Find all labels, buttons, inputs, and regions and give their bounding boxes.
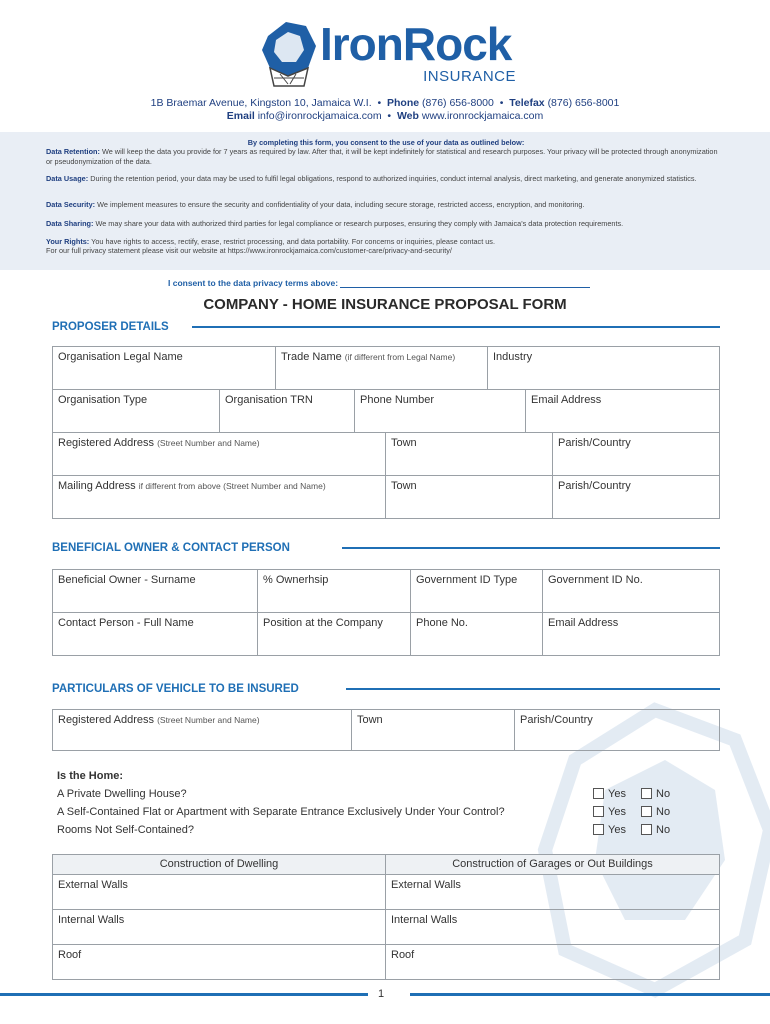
- field-org-type[interactable]: Organisation Type: [52, 389, 220, 433]
- field-phone-number[interactable]: Phone Number: [354, 389, 526, 433]
- yes-label: Yes: [608, 824, 626, 836]
- consent-signature-line[interactable]: [340, 279, 590, 288]
- home-question-heading: Is the Home:: [57, 770, 124, 782]
- no-checkbox-1[interactable]: [641, 788, 652, 799]
- construction-dwelling-header: Construction of Dwelling: [52, 854, 386, 875]
- field-dwelling-roof[interactable]: Roof: [52, 944, 386, 980]
- privacy-sharing: Data Sharing: We may share your data with authorized third parties for legal compliance or research purposes, ensuring they comply with Jamaica's data protection requirements.: [46, 219, 624, 228]
- section-title-vehicle: PARTICULARS OF VEHICLE TO BE INSURED: [52, 683, 299, 695]
- privacy-usage: Data Usage: During the retention period, your data may be used to fulfil legal obligations, respond to authorized inquiries, conduct internal analysis, direct marketing, and generate anonymized statistics.: [46, 174, 697, 183]
- section-title-beneficial: BENEFICIAL OWNER & CONTACT PERSON: [52, 542, 290, 554]
- yes-checkbox-3[interactable]: [593, 824, 604, 835]
- privacy-retention: Data Retention: We will keep the data you provide for 7 years as required by law. After that, it will be kept indefinitely for statistical and research purposes. Your privacy will be protected through anonymization or pseudonymization of the data.: [46, 147, 718, 166]
- contact-line-1: 1B Braemar Avenue, Kingston 10, Jamaica W.I. • Phone (876) 656-8000 • Telefax (876) 656-8001: [150, 97, 620, 109]
- section-rule: [192, 326, 720, 328]
- form-title: COMPANY - HOME INSURANCE PROPOSAL FORM: [203, 296, 567, 313]
- field-mailing-parish-country[interactable]: Parish/Country: [552, 475, 720, 519]
- field-vehicle-town[interactable]: Town: [351, 709, 515, 751]
- field-gov-id-type[interactable]: Government ID Type: [410, 569, 543, 613]
- question-rooms: Rooms Not Self-Contained?: [57, 824, 194, 836]
- field-registered-address[interactable]: Registered Address (Street Number and Name): [52, 432, 386, 476]
- privacy-notice: [0, 132, 770, 270]
- no-label: No: [656, 806, 671, 818]
- section-title-proposer: PROPOSER DETAILS: [52, 321, 169, 333]
- field-industry[interactable]: Industry: [487, 346, 720, 390]
- field-garage-external-walls[interactable]: External Walls: [385, 874, 720, 910]
- no-label: No: [656, 788, 671, 800]
- consent-field: [168, 278, 590, 288]
- privacy-statement-link[interactable]: For our full privacy statement please visit our website at https://www.ironrockjamaica.com/customer-care/privacy-and-security/: [46, 246, 452, 255]
- yes-checkbox-1[interactable]: [593, 788, 604, 799]
- privacy-intro: By completing this form, you consent to the use of your data as outlined below:: [247, 138, 525, 147]
- construction-garages-header: Construction of Garages or Out Buildings: [385, 854, 720, 875]
- field-ownership[interactable]: % Ownerhsip: [257, 569, 411, 613]
- ironrock-logo: [258, 16, 520, 92]
- page-number: 1: [378, 988, 385, 1000]
- yes-label: Yes: [608, 788, 626, 800]
- field-vehicle-parish[interactable]: Parish/Country: [514, 709, 720, 751]
- yes-checkbox-2[interactable]: [593, 806, 604, 817]
- field-town[interactable]: Town: [385, 432, 553, 476]
- question-private-dwelling: A Private Dwelling House?: [57, 788, 187, 800]
- field-dwelling-internal-walls[interactable]: Internal Walls: [52, 909, 386, 945]
- rock-mascot-icon: [258, 18, 320, 90]
- field-org-legal-name[interactable]: Organisation Legal Name: [52, 346, 276, 390]
- phone: (876) 656-8000: [422, 97, 494, 109]
- consent-label: I consent to the data privacy terms above:: [168, 278, 339, 288]
- field-garage-roof[interactable]: Roof: [385, 944, 720, 980]
- address: 1B Braemar Avenue, Kingston 10, Jamaica W.I.: [150, 97, 372, 109]
- field-beneficial-surname[interactable]: Beneficial Owner - Surname: [52, 569, 258, 613]
- field-gov-id-no[interactable]: Government ID No.: [542, 569, 720, 613]
- logo-subtitle: INSURANCE: [423, 68, 516, 85]
- no-label: No: [656, 824, 671, 836]
- contact-line-2: Email info@ironrockjamaica.com • Web www.ironrockjamaica.com: [226, 110, 544, 122]
- email-link[interactable]: info@ironrockjamaica.com: [257, 110, 382, 122]
- field-parish-country[interactable]: Parish/Country: [552, 432, 720, 476]
- no-checkbox-3[interactable]: [641, 824, 652, 835]
- section-rule: [346, 688, 720, 690]
- field-contact-full-name[interactable]: Contact Person - Full Name: [52, 612, 258, 656]
- field-org-trn[interactable]: Organisation TRN: [219, 389, 355, 433]
- logo-wordmark: IronRock: [320, 18, 512, 70]
- footer-rule-left: [0, 993, 368, 996]
- field-dwelling-external-walls[interactable]: External Walls: [52, 874, 386, 910]
- footer-rule-right: [410, 993, 770, 996]
- privacy-security: Data Security: We implement measures to ensure the security and confidentiality of your data, including secure storage, restricted access, encryption, and monitoring.: [46, 200, 585, 209]
- section-rule: [342, 547, 720, 549]
- field-mailing-address[interactable]: Mailing Address if different from above (Street Number and Name): [52, 475, 386, 519]
- field-email-address[interactable]: Email Address: [525, 389, 720, 433]
- no-checkbox-2[interactable]: [641, 806, 652, 817]
- yes-label: Yes: [608, 806, 626, 818]
- field-trade-name[interactable]: Trade Name (if different from Legal Name): [275, 346, 488, 390]
- field-position[interactable]: Position at the Company: [257, 612, 411, 656]
- telefax: (876) 656-8001: [547, 97, 620, 109]
- field-contact-phone[interactable]: Phone No.: [410, 612, 543, 656]
- field-vehicle-reg-address[interactable]: Registered Address (Street Number and Name): [52, 709, 352, 751]
- web-link[interactable]: www.ironrockjamaica.com: [421, 110, 544, 122]
- question-self-contained: A Self-Contained Flat or Apartment with Separate Entrance Exclusively Under Your Control?: [57, 806, 505, 818]
- field-mailing-town[interactable]: Town: [385, 475, 553, 519]
- field-garage-internal-walls[interactable]: Internal Walls: [385, 909, 720, 945]
- field-contact-email[interactable]: Email Address: [542, 612, 720, 656]
- privacy-rights: Your Rights: You have rights to access, rectify, erase, restrict processing, and data portability. For concerns or inquiries, please contact us.: [46, 237, 495, 246]
